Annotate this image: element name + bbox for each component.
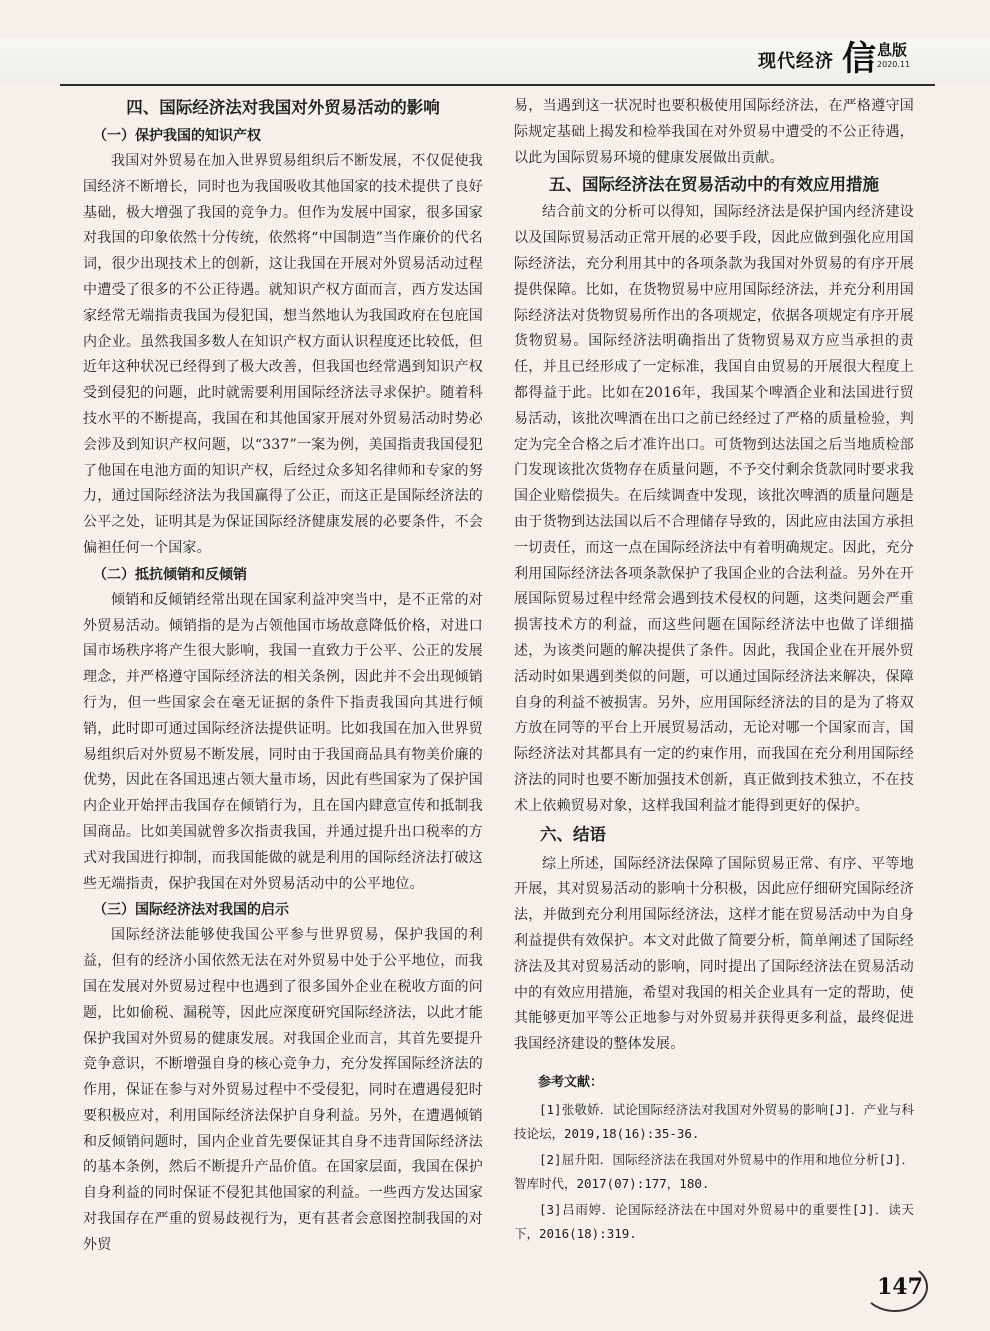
paragraph-4-3-continued: 易，当遇到这一状况时也要积极使用国际经济法，在严格遵守国际规定基础上揭发和检举我国在对外贸易中遭受的不公正待遇，以此为国际贸易环境的健康发展做出贡献。: [514, 98, 914, 166]
references-title: 参考文献：: [538, 1074, 604, 1090]
reference-item: [3]吕雨婷．论国际经济法在中国对外贸易中的重要性[J]．读天下，2016(18):319.: [514, 1201, 914, 1241]
left-column: [83, 94, 483, 1259]
subheading-4-1: （一）保护我国的知识产权: [93, 128, 261, 144]
subheading-4-2: （二）抵抗倾销和反倾销: [93, 566, 247, 583]
paragraph-4-1: 我国对外贸易在加入世界贸易组织后不断发展，不仅促使我国经济不断增长，同时也为我国吸收其他国家的技术提供了良好基础，极大增强了我国的竞争力。但作为发展中国家，很多国家对我国的印象依然十分传统，依然将“中国制造”当作廉价的代名词，很少出现技术上的创新，这让我国在开展对外贸易活动过程中遭受了很多的不公正待遇。就知识产权方面而言，西方发达国家经常无端指责我国为侵犯国，想当然地认为我国政府在包庇国内企业。虽然我国多数人在知识产权方面认识程度还比较低，但近年这种状况已经得到了极大改善，但我国也经常遇到知识产权受到侵犯的问题，此时就需要利用国际经济法寻求保护。随着科技水平的不断提高，我国在和其他国家开展对外贸易活动时势必会涉及到知识产权问题，以“337”一案为例，美国指责我国侵犯了他国在电池方面的知识产权，后经过众多知名律师和专家的努力，通过国际经济法为我国赢得了公正，而这正是国际经济法的公平之处，证明其是为保证国际经济健康发展的必要条件，不会偏袒任何一个国家。: [83, 153, 483, 556]
subheading-4-3: （三）国际经济法对我国的启示: [93, 902, 289, 919]
section-heading-4: 四、国际经济法对我国对外贸易活动的影响: [126, 98, 440, 117]
issue-label: 2020.11: [877, 60, 911, 69]
header-divider: [60, 84, 935, 86]
section-heading-5: 五、国际经济法在贸易活动中的有效应用措施: [549, 175, 879, 195]
section-title: 现代经济: [758, 51, 834, 72]
paragraph-4-3: 国际经济法能够使我国公平参与世界贸易，保护我国的利益，但有的经济小国依然无法在对外贸易中处于公平地位，而我国在发展对外贸易过程中也遇到了很多国外企业在税收方面的问题，比如偷税、漏税等，因此应深度研究国际经济法，以此才能保护我国对外贸易的健康发展。对我国企业而言，其首先要提升竞争意识，不断增强自身的核心竞争力，充分发挥国际经济法的作用，保证在参与对外贸易过程中不受侵犯，同时在遭遇侵犯时要积极应对，利用国际经济法保护自身利益。另外，在遭遇倾销和反倾销问题时，国内企业首先要保证其自身不违背国际经济法的基本条例，然后不断提升产品价值。在国家层面，我国在保护自身利益的同时保证不侵犯其他国家的利益。一些西方发达国家对我国存在严重的贸易歧视行为，更有甚者会意图控制我国的对外贸: [83, 927, 483, 1253]
paragraph-5: 结合前文的分析可以得知，国际经济法是保护国内经济建设以及国际贸易活动正常开展的必要手段，因此应做到强化应用国际经济法，充分利用其中的各项条款为我国对外贸易的有序开展提供保障。比如，在货物贸易中应用国际经济法，并充分利用国际经济法对货物贸易所作出的各项规定，依据各项规定有序开展货物贸易。国际经济法明确指出了货物贸易双方应当承担的责任，并且已经形成了一定标准，我国自由贸易的开展很大程度上都得益于此。比如在2016年，我国某个啤酒企业和法国进行贸易活动，该批次啤酒在出口之前已经经过了严格的质量检验，判定为完全合格之后才准许出口。可货物到达法国之后当地质检部门发现该批次货物存在质量问题，不予交付剩余货款同时要求我国企业赔偿损失。在后续调查中发现，该批次啤酒的质量问题是由于货物到达法国以后不合理储存导致的，因此应由法国方承担一切责任，而这一点在国际经济法中有着明确规定。因此，充分利用国际经济法各项条款保护了我国企业的合法利益。另外在开展国际贸易过程中经常会遇到技术侵权的问题，这类问题会严重损害技术方的利益，而这些问题在国际经济法中也做了详细描述，为该类问题的解决提供了条件。因此，我国企业在开展外贸活动时如果遇到类似的问题，可以通过国际经济法来解决，保障自身的利益不被损害。另外，应用国际经济法的目的是为了将双方放在同等的平台上开展贸易活动，无论对哪一个国家而言，国际经济法对其都具有一定的约束作用，而我国在充分利用国际经济法的同时也要不断加强技术创新，真正做到技术独立，不在技术上依赖贸易对象，这样我国利益才能得到更好的保护。: [514, 204, 914, 814]
paragraph-6: 综上所述，国际经济法保障了国际贸易正常、有序、平等地开展，其对贸易活动的影响十分积极，因此应仔细研究国际经济法，并做到充分利用国际经济法，这样才能在贸易活动中为自身利益提供有效保护。本文对此做了简要分析，简单阐述了国际经济法及其对贸易活动的影响，同时提出了国际经济法在贸易活动中的有效应用措施，希望对我国的相关企业具有一定的帮助，使其能够更加平等公正地参与对外贸易并获得更多利益，最终促进我国经济建设的整体发展。: [514, 855, 914, 1053]
section-heading-6: 六、结语: [540, 824, 606, 844]
right-column: [514, 94, 914, 1248]
paragraph-4-2: 倾销和反倾销经常出现在国家利益冲突当中，是不正常的对外贸易活动。倾销指的是为占领他国市场故意降低价格，对进口国市场秩序将产生很大影响，我国一直致力于公平、公正的发展理念，并严格遵守国际经济法的相关条例，因此并不会出现倾销行为，但一些国家会在毫无证据的条件下指责我国向其进行倾销，此时即可通过国际经济法提供证明。比如我国在加入世界贸易组织后对外贸易不断发展，同时由于我国商品具有物美价廉的优势，因此在各国迅速占领大量市场，因此有些国家为了保护国内企业开始抨击我国存在倾销行为，且在国内肆意宣传和抵制我国商品。比如美国就曾多次指责我国，并通过提升出口税率的方式对我国进行抑制，而我国能做的就是利用的国际经济法打破这些无端指责，保护我国在对外贸易活动中的公平地位。: [83, 591, 483, 892]
reference-item: [1]张敬娇．试论国际经济法对我国对外贸易的影响[J]．产业与科技论坛，2019,18(16):35-36.: [514, 1101, 914, 1141]
page-number: 147: [877, 1274, 923, 1300]
magazine-logo-small-chars: 息版: [877, 41, 908, 59]
reference-item: [2]屈升阳．国际经济法在我国对外贸易中的作用和地位分析[J]．智库时代，2017(07):177，180.: [514, 1151, 914, 1191]
magazine-logo: [842, 40, 912, 80]
magazine-logo-big-char: 信: [842, 39, 876, 79]
